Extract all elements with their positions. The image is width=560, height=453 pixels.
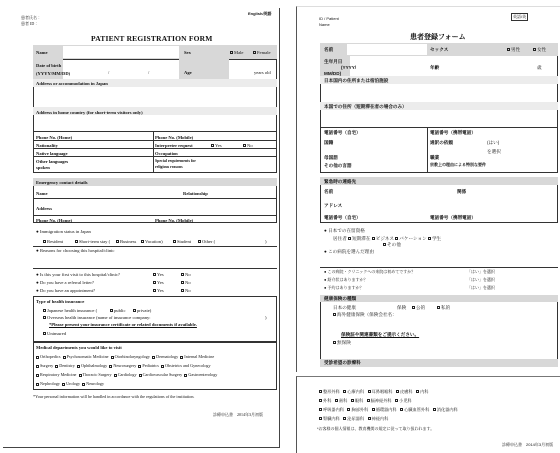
ins-uninsured[interactable]: Uninsured <box>43 331 66 336</box>
emergency-phone-home-label: Phone No. (Home) <box>36 218 73 223</box>
emergency-address-label: Address <box>36 206 52 211</box>
imm-student[interactable]: Student <box>173 239 191 244</box>
dob-format: (YYYY/MM/DD) <box>36 71 71 76</box>
other-languages-label: Other languages <box>36 159 69 164</box>
reasons-label: ● Reasons for choosing this hospital/clinic <box>36 248 115 253</box>
address-home-field[interactable] <box>33 115 277 131</box>
address-japan-field[interactable] <box>33 87 277 107</box>
japanese-registration-form: 英語/英 ID / Patient Name 患者登録フォーム 名前 セックス 男性 女性 生年月日 (YYYY/ MM/DD) 年齢 歳 日本国内の住所または宿泊施設 本国での住所（短期滞在者の場合のみ） 電話番号（自宅） 電話番号（携帯電話） 国籍 通訳の依頼 (はい) を選択 母国語 職業 その他の言語 宗教上の理由による特別な要件 緊急時の連絡先 名前 関係 アドレス 電話番号（自宅） 電話番号（携帯電話） ● 日本での在留資格 居住者 短期滞在 ビジネス バケーション 学生 その他 ● この病院を選んだ理由 ● この病院・クリニックへの来院は初めてですか？ 「はい」を選択 ● 紹介状はありますか？ 「はい」を選択 ● 予約はありますか？ 「はい」を選択 健康保険の種類 日本の健康 保険 公的 私的 海外健康保険（保険会社名： 保険証や関連書類をご提示ください。 無保険 受診希望の診療科 <box>296 6 560 372</box>
japanese-form-page-2: 整形外科 心療内科 耳鼻咽喉科 皮膚科 内科 外科 歯科 眼科 脳神経外科 小児科 呼吸器内科 胸部外科 循環器内科 心臓血管外科 消化器内科 腎臓内科 泌尿器科 神経内科 *お客様の個人情報は、教育機関の規定に従って取り扱われます。 診療申込書 2014年3月初版 <box>296 376 560 453</box>
insurance-note: *Please present your insurance certificate or related documents if available. <box>49 322 197 327</box>
appointment-no[interactable]: No <box>181 288 191 293</box>
referral-yes[interactable]: Yes <box>153 280 164 285</box>
referral-question: ● Do you have a referral letter? <box>36 280 94 285</box>
jp-id-label: ID / Patient <box>319 16 339 21</box>
name-field[interactable] <box>63 46 179 58</box>
phone-mobile-label: Phone No. (Mobile) <box>155 135 194 140</box>
referral-no[interactable]: No <box>181 280 191 285</box>
emergency-phone-mobile-label: Phone No. (Mobile) <box>155 218 194 223</box>
patient-id-small: 患者 ID ： <box>21 21 40 26</box>
phone-home-label: Phone No. (Home) <box>36 135 73 140</box>
insurance-title: Type of health insurance <box>36 299 85 304</box>
imm-other[interactable]: Other ( <box>198 239 215 244</box>
age-unit: years old <box>254 70 271 75</box>
form-title: PATIENT REGISTRATION FORM <box>91 34 213 43</box>
departments-title: Medical departments you would like to visit <box>36 345 122 350</box>
footer-note: *Your personal information will be handled in accordance with the regulations of the institution. <box>33 394 195 399</box>
appointment-yes[interactable]: Yes <box>153 288 164 293</box>
sex-male-option[interactable]: Male <box>230 50 243 55</box>
patient-name-small: 患者氏名 ： <box>21 15 42 20</box>
native-language-label: Native language <box>36 151 68 156</box>
ins-private[interactable]: private) <box>133 308 151 313</box>
jp-name-label: Name <box>319 22 330 27</box>
first-visit-question: ● Is this your first visit to this hospital/clinic? <box>36 272 120 277</box>
jp-name-field[interactable] <box>347 44 427 55</box>
interpreter-no[interactable]: No <box>243 143 253 148</box>
ins-public[interactable]: public <box>110 308 125 313</box>
emergency-name-label: Name <box>36 191 48 196</box>
first-visit-yes[interactable]: Yes <box>153 272 164 277</box>
imm-resident[interactable]: Resident <box>43 239 63 244</box>
dept-row-2: Surgery Dentistry Ophthalmology Neurosurgery Pediatrics Obstetrics and Gynecology <box>36 364 211 369</box>
dob-label: Date of birth <box>36 63 62 68</box>
ins-japanese[interactable]: Japanese health insurance ( <box>43 308 97 313</box>
dept-row-4: Nephrology Urology Neurology <box>36 382 104 387</box>
address-home-label: Address in home country (for short-term visitors only) <box>36 110 143 115</box>
dob-field[interactable] <box>68 61 178 77</box>
sex-female-option[interactable]: Female <box>253 50 271 55</box>
sex-label: Sex <box>184 50 191 55</box>
name-label: Name <box>36 50 48 55</box>
dept-row-1: Orthopedics Psychosomatic Medicine Otorhinolaryngology Dermatology Internal Medicine <box>36 355 214 360</box>
emergency-title: Emergency contact details <box>36 180 88 185</box>
nationality-label: Nationality <box>36 143 58 148</box>
imm-short-term[interactable]: Short-term stay ( <box>75 239 110 244</box>
address-japan-label: Address or accommodation in Japan <box>36 81 108 86</box>
first-visit-no[interactable]: No <box>181 272 191 277</box>
interpreter-yes[interactable]: Yes <box>211 143 222 148</box>
imm-business[interactable]: Business <box>116 239 136 244</box>
age-label: Age <box>184 70 192 75</box>
imm-vacation[interactable]: Vacation) <box>141 239 163 244</box>
english-registration-form: English/英語 患者氏名 ： 患者 ID ： PATIENT REGISTRATION FORM Name Sex Male Female Date of birth (YYYY/MM/DD) / / Age years old Address or accommodation in Japan Address in home country (for short-term visitors only) Phone No. (Home) Phone No. (Mobile) Nationality Interpreter request Yes No Native language Occupation Other languages spoken Special requirements for religious reasons Emergency contact details Name Relationship Address Phone No. (Home) Phone No. (Mobile) ● Immigration status in Japan Resident Short-term stay ( Business Vacation) Student Other ( ) ● Reasons for choosing this hospital/clinic ● Is this your first visit to this hospital/clinic? Yes No ● Do you have a referral letter? Yes No ● Do you have an appointment? Yes No Type of health insurance Japanese health insurance ( public private) Overseas health insurance (name of insurance company: ) *Please present your insurance certificate or related documents if available. Uninsured Medical departments you would like to visit Orthopedics Psychosomatic Medicine Otorhinolaryngology Dermatology Internal Medicine Surgery Dentistry Ophthalmology Neurosurgery Pediatrics Obstetrics and Gynecology Respiratory Medicine Thoracic Surgery Cardiology Cardiovascular Surgery Gastroenterology Nephrology Urology Neurology *Your personal information will be handled in accordance with the regulations of the institution. 診療申込書 2014年3月初版 <box>3 8 280 448</box>
special-requirements-label: Special requirements for <box>155 159 196 163</box>
interpreter-label: Interpreter request <box>155 143 193 148</box>
occupation-label: Occupation <box>155 151 178 156</box>
footer-code: 診療申込書 2014年3月初版 <box>213 412 263 417</box>
dept-row-3: Respiratory Medicine Thoracic Surgery Cardiology Cardiovascular Surgery Gastroenterology <box>36 373 217 378</box>
ins-overseas[interactable]: Overseas health insurance (name of insurance company: <box>43 315 151 320</box>
jp-language-tag: 英語/英 <box>513 14 527 19</box>
appointment-question: ● Do you have an appointment? <box>36 288 96 293</box>
jp-form-title: 患者登録フォーム <box>410 33 466 41</box>
language-tag: English/英語 <box>248 11 272 16</box>
immigration-status-label: ● Immigration status in Japan <box>36 229 91 234</box>
relationship-label: Relationship <box>183 191 208 196</box>
